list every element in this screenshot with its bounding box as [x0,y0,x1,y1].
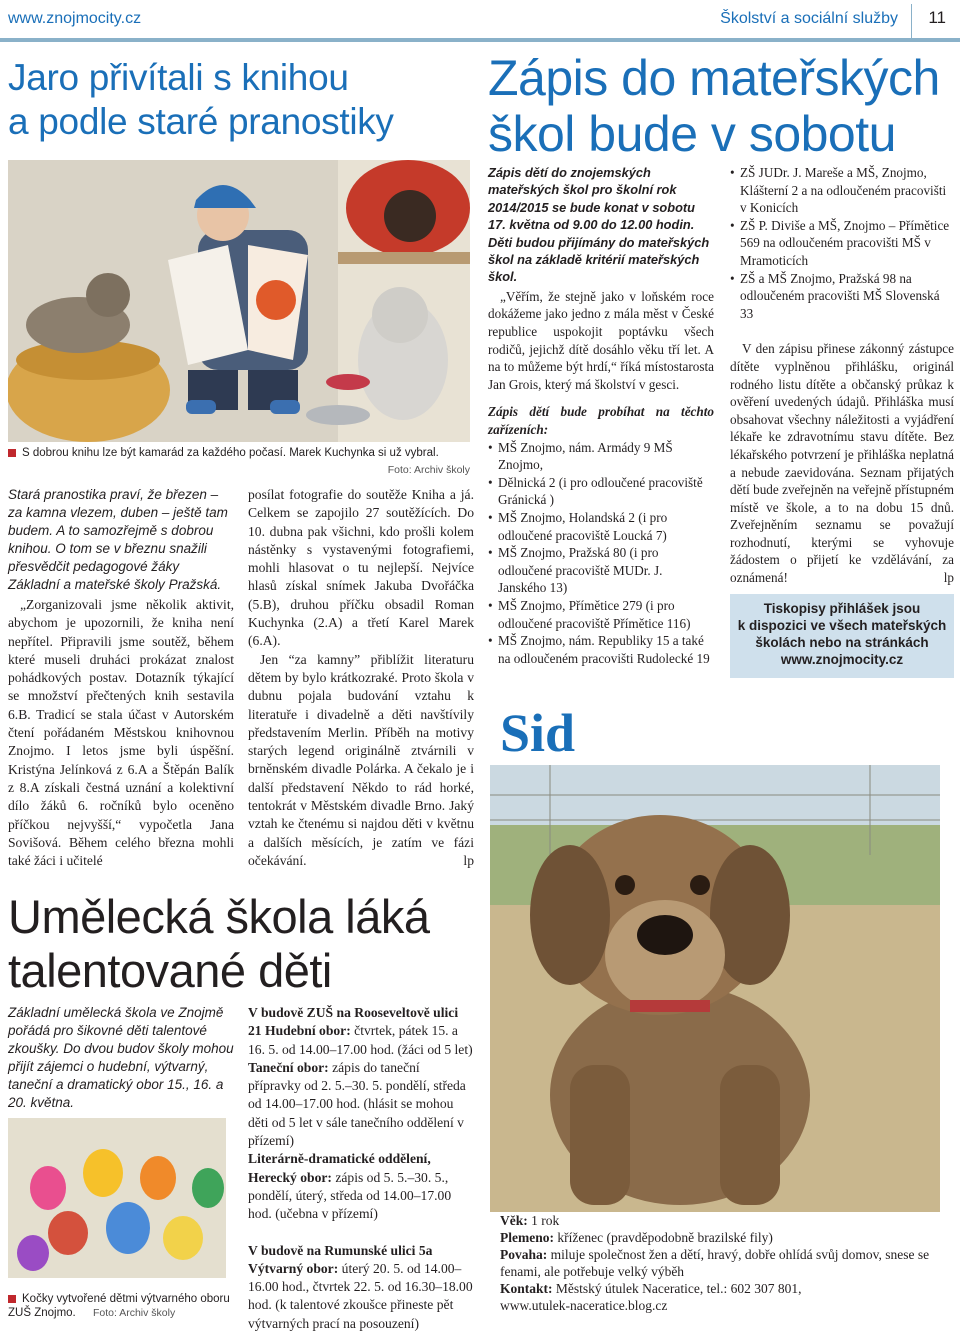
art-body [248,1004,474,1332]
spring-photo-caption [8,446,470,460]
list-item: • ZŠ P. Diviše a MŠ, Znojmo – Přímětice 569 na odloučeném pracovišti MŠ v Mramoticích [730,217,954,270]
art-roosevelt-head: V budově ZUŠ na Rooseveltově ulici 21 [248,1005,459,1039]
art-rumunska-head: V budově na Rumunské ulici 5a [248,1242,433,1258]
enrollment-col2 [730,164,954,587]
art-tanecni-label: Taneční obor: [248,1059,329,1075]
spring-body-col1-text: „Zorganizovali jsme několik aktivit, abychom je upozornili, že kniha není nepřítel. Připravili jsme soutěž, během které museli druháci prokázat znalost pohádkových postav. Dotazník týkající se množství přečtených knih sestavila 6.B. Tradicí se stala účast v Autorském čtení pořádaném Městskou knihovnou Znojmo. I letos jsme byli úspěšní. Kristýna Jelínková z 6.A a Štěpán Balík z 8.A získali čestná uznání a kolektivní dílo žáků 6. ročníků bylo oceněno příčkou nejvyšší,“ vypočetla Jana Sovišová. Během celého března mohli také žáci i učitelé [8,597,234,869]
dog-nature-label: Povaha: [500,1247,548,1262]
enrollment-headline-line1: Zápis do mateřských [488,50,940,106]
art-vytvarny-text: úterý 20. 5. od 14.00–16.00 hod., čtvrtek 22. 5. od 16.30–18.00 hod. (k talentové zkoušce přineste pět výtvarných prací na posouzení) [248,1260,473,1331]
enrollment-quote-wrap [488,288,714,394]
spring-body-col1 [8,596,234,870]
enrollment-lead: Zápis dětí do znojemských mateřských škol pro školní rok 2014/2015 se bude konat v sobotu 17. května od 9.00 do 12.00 hodin. Děti budou přijímány do mateřských škol na základě kritérií mateřských škol. [488,165,710,285]
spring-headline-line2: a podle staré pranostiky [8,101,394,142]
enrollment-info-box [730,594,954,678]
art-rumunska [248,1242,474,1332]
enrollment-list-wrap [488,403,714,667]
list-item: • MŠ Znojmo, nám. Republiky 15 a také na odloučeném pracovišti Rudolecké 19 [488,632,714,667]
art-lead: Základní umělecká škola ve Znojmě pořádá pro šikovné děti talentové zkoušky. Do dvou budov školy mohou přijít zájemci o hudební, výtvarný, taneční a dramatický obor 15., 16. a 20. května. [8,1005,234,1110]
enrollment-headline-line2: škol bude v sobotu [488,106,896,162]
dog-contact-label: Kontakt: [500,1281,553,1296]
info-box-line2: k dispozici ve všech mateřských [737,618,947,633]
art-literarne-text: zápis od 5. 5.–30. 5., pondělí, úterý, středa od 14.00–17.00 hod. (učebna v přízemí) [248,1169,452,1222]
info-box-url[interactable]: www.znojmocity.cz [780,652,904,667]
caption-bullet [8,449,16,457]
dog-contact-web[interactable]: www.utulek-naceratice.blog.cz [500,1298,668,1313]
art-literarne [248,1150,474,1223]
header-url[interactable]: www.znojmocity.cz [8,10,142,27]
photo-boy-reading [8,160,470,442]
enrollment-quote: „Věřím, že stejně jako v loňském roce dokážeme jako jedno z mála měst v České republice uspokojit poptávku všech rodičů, jejichž dítě dosáhlo věku tří let. A na to můžeme být hrdí,“ říká místostarosta Jan Grois, který má školství v gesci. [488,288,714,392]
photo-art-cats [8,1118,226,1278]
dog-info [500,1212,950,1314]
photo-dog-sid-illustration [490,765,940,1212]
caption-bullet [8,1295,16,1303]
art-literarne-label: Literárně-dramatické oddělení, Herecký obor: [248,1151,431,1185]
dog-age [500,1212,950,1229]
photo-dog-sid [490,765,940,1212]
enrollment-list-col2 [730,164,954,322]
spring-headline-line1: Jaro přivítali s knihou [8,57,349,98]
header-section: Školství a sociální služby [720,10,898,27]
list-item: • MŠ Znojmo, Přímětice 279 (i pro odloučené pracoviště Přímětice 116) [488,597,714,632]
art-vytvarny-label: Výtvarný obor: [248,1260,339,1276]
art-photo-caption [8,1292,234,1320]
spring-photo-credit: Foto: Archiv školy [387,464,470,476]
dog-breed-label: Plemeno: [500,1230,554,1245]
spring-signature: lp [463,852,474,868]
spring-body-col2-p2-text: Jen “za kamny” přiblížit literaturu dětem by bylo krátkozraké. Proto škola v dubnu pojala budování vztahu k literatuře i divadelně a děti navštívily představením Merlin. Příběh na motivy starých legend originálně ztvárnili v brněnském divadle Polárka. A čekalo je i další představení Někdo to rád horké, tentokrát v Městském divadle Brno. Jaký vztah ke čtenému si najdou děti v květnu a dalších měsících, je zatím ve fázi očekávání. [248,651,474,868]
photo-art-cats-illustration [8,1118,226,1278]
art-photo-credit: Foto: Archiv školy [92,1307,176,1319]
dog-contact-value: Městský útulek Naceratice, tel.: 602 307 801, [555,1281,802,1296]
page-number: 11 [928,8,946,27]
spring-photo-caption-text: S dobrou knihu lze být kamarád za každého počasí. Marek Kuchynka si už vybral. [22,447,439,459]
enrollment-col1 [488,164,714,667]
enrollment-headline [488,50,958,162]
dog-contact [500,1280,950,1297]
art-hudebni-label: Hudební obor: [265,1023,351,1039]
spring-headline [8,56,478,144]
art-photo-caption-text: Kočky vytvořené dětmi výtvarného oboru ZUŠ Znojmo. [8,1293,230,1319]
dog-age-value: 1 rok [531,1213,560,1228]
photo-boy-reading-illustration [8,160,470,442]
dog-breed [500,1229,950,1246]
art-tanecni [248,1059,474,1150]
enrollment-body-text: V den zápisu přinese zákonný zástupce dítěte vyplněnou přihlášku, originál rodného listu dítěte a občanský průkaz k ověření uvedených údajů. Přihláška musí obsahovat všechny náležitosti a vyjádření lékaře ke zdravotnímu stavu dítěte. Bez lékařského potvrzení je přihláška neplatná a nebude zaevidována. Seznam přijatých dětí bude zveřejněn na veřejně přístupném místě ve škole, a to na dobu 15 dnů. Zveřejněním seznamu se považují rozhodnutí, kterými se vyhovuje žádostem o přijetí ke vzdělávání, za oznámená! [730,341,954,586]
spring-body-col2 [248,486,474,870]
list-item: • ZŠ a MŠ Znojmo, Pražská 98 na odloučeném pracovišti MŠ Slovenská 33 [730,270,954,323]
dog-nature-value: miluje společnost žen a dětí, hravý, dobře ohlídá svůj domov, snese se fenami, ale potřebuje velký výběh [500,1247,930,1279]
enrollment-list-col1 [488,439,714,668]
art-headline [8,890,478,998]
enrollment-list-title: Zápis dětí bude probíhat na těchto zařízeních: [488,404,714,437]
art-tanecni-text: zápis do taneční přípravky od 2. 5.–30. 5. pondělí, středa od 14.00–17.00 hod. (hlásit se mohou děti od 5 let v sále tanečního oddělení v přízemí) [248,1059,466,1149]
list-item: • ZŠ JUDr. J. Mareše a MŠ, Znojmo, Klášterní 2 a na odloučeném pracovišti v Konicích [730,164,954,217]
info-box-line1: Tiskopisy přihlášek jsou [763,601,921,616]
art-headline-line2: talentované děti [8,944,332,997]
list-item: • Dělnická 2 (i pro odloučené pracoviště Gránická ) [488,474,714,509]
dog-age-label: Věk: [500,1213,528,1228]
spring-lead: Stará pranostika praví, že březen – za kamna vlezem, duben – ještě tam budem. A to samozřejmě s dobrou knihou. O tom se v březnu snažili přesvědčit pedagogové žáky Základní a mateřské školy Pražská. [8,487,228,592]
enrollment-signature: lp [943,570,954,586]
art-hudebni-text: čtvrtek, pátek 15. a 16. 5. od 14.00–17.00 hod. (žáci od 5 let) [248,1023,473,1057]
list-item: • MŠ Znojmo, Holandská 2 (i pro odloučené pracoviště Loucká 7) [488,509,714,544]
header-rule [0,38,960,42]
art-headline-line1: Umělecká škola láká [8,890,430,943]
spring-body-col2-p2 [248,651,474,871]
list-item: • MŠ Znojmo, Pražská 80 (i pro odloučené pracoviště MUDr. J. Janského 13) [488,544,714,597]
dog-name: Sid [500,703,576,763]
enrollment-body [730,340,954,586]
dog-breed-value: kříženec (pravděpodobně brazilské fily) [557,1230,773,1245]
info-box-line3: školách nebo na stránkách [755,635,929,650]
header-divider [911,4,912,38]
art-roosevelt [248,1004,474,1059]
dog-nature [500,1246,950,1280]
list-item: • MŠ Znojmo, nám. Armády 9 MŠ Znojmo, [488,439,714,474]
spring-body-col2-p1: posílat fotografie do soutěže Kniha a já. Celkem se zapojilo 27 soutěžících. Do 10. dubna pak všichni, kdo prošli kolem nástěnky s vystavenými fotografiemi, mohli hlasovat o tu nejlepší. Nejvíce hlasů získal snímek Jakuba Dvořáčka (5.B), druhou příčku obsadil Roman Kuchynka (2.A) a třetí Karel Marek (6.A). [248,487,474,649]
